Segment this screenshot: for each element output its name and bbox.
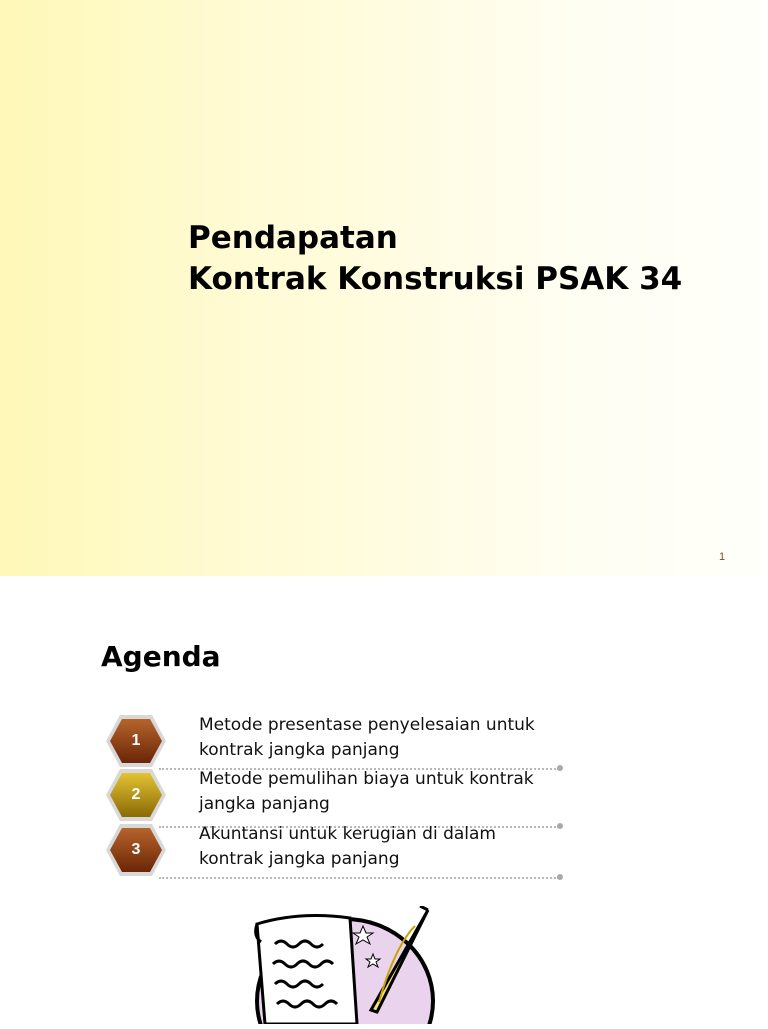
hexagon-number-badge [104,822,168,878]
document-quill-icon [245,906,435,1024]
item-number: 1 [131,732,141,749]
separator-line [159,877,559,879]
agenda-item-text [199,822,559,872]
agenda-item-text [199,767,559,817]
agenda-item-line: kontrak jangka panjang [199,849,400,869]
agenda-slide [0,576,768,1024]
title-line-2: Kontrak Konstruksi PSAK 34 [188,261,683,297]
separator-dot [557,874,563,880]
agenda-item-line: Metode pemulihan biaya untuk kontrak [199,769,534,789]
item-number: 3 [131,841,141,858]
agenda-heading: Agenda [101,640,221,673]
agenda-item-line: kontrak jangka panjang [199,740,400,760]
agenda-item-line: Akuntansi untuk kerugian di dalam [199,824,496,844]
agenda-item-line: jangka panjang [199,794,330,814]
page-number: 1 [719,551,726,563]
hexagon-number-badge [104,767,168,823]
item-number: 2 [131,786,141,803]
title-line-1: Pendapatan [188,220,398,256]
agenda-item-text [199,713,559,763]
agenda-item-line: Metode presentase penyelesaian untuk [199,715,535,735]
hexagon-number-badge [104,713,168,769]
slide-title [188,218,682,300]
